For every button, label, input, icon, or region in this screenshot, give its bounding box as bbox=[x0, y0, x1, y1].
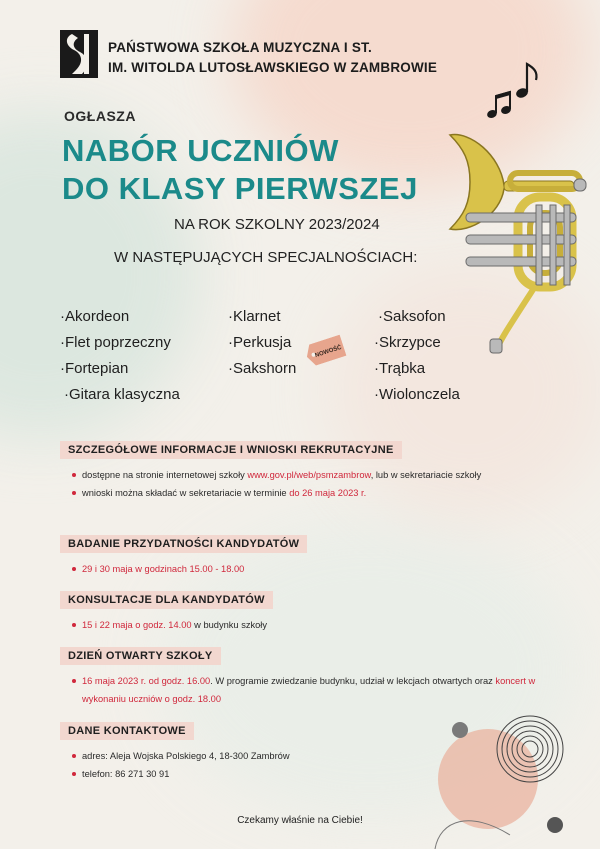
website-link[interactable]: www.gov.pl/web/psmzambrow bbox=[247, 470, 371, 480]
contact-phone: telefon: 86 271 30 91 bbox=[72, 765, 290, 783]
section-open-day bbox=[60, 646, 580, 708]
headline bbox=[62, 132, 418, 208]
item-text: w budynku szkoły bbox=[191, 620, 268, 630]
list-item bbox=[72, 466, 530, 484]
specialty-item: ·Sakshorn bbox=[228, 360, 297, 377]
deadline-date: do 26 maja 2023 r. bbox=[289, 488, 367, 498]
list-item bbox=[72, 616, 273, 634]
school-logo bbox=[60, 30, 98, 78]
specialties-column-1 bbox=[60, 304, 180, 408]
school-name-line2: IM. WITOLDA LUTOSŁAWSKIEGO W ZAMBROWIE bbox=[108, 60, 438, 75]
announces-label: OGŁASZA bbox=[64, 108, 136, 124]
specialty-item: ·Gitara klasyczna bbox=[64, 386, 180, 403]
section-title: SZCZEGÓŁOWE INFORMACJE I WNIOSKI REKRUTACYJNE bbox=[60, 441, 402, 459]
item-text: , lub w sekretariacie szkoły bbox=[370, 470, 482, 480]
specialty-item: ·Fortepian bbox=[60, 360, 129, 377]
specialty-item: ·Perkusja bbox=[228, 334, 292, 351]
section-aptitude bbox=[60, 534, 307, 578]
list-item bbox=[72, 560, 307, 578]
school-name bbox=[108, 38, 437, 78]
specialty-item: ·Trąbka bbox=[374, 360, 426, 377]
footer-text: Czekamy właśnie na Ciebie! bbox=[237, 815, 363, 826]
specialties-column-2 bbox=[228, 304, 296, 382]
section-title: DZIEŃ OTWARTY SZKOŁY bbox=[60, 647, 221, 665]
specialty-item: ·Klarnet bbox=[228, 308, 281, 325]
headline-line2: DO KLASY PIERWSZEJ bbox=[62, 171, 418, 206]
decorative-circles bbox=[430, 700, 600, 849]
contact-address: adres: Aleja Wojska Polskiego 4, 18-300 Zambrów bbox=[72, 747, 290, 765]
item-text: wnioski można składać w sekretariacie w terminie bbox=[82, 488, 290, 498]
item-date: 29 i 30 maja w godzinach 15.00 - 18.00 bbox=[82, 564, 245, 574]
specialty-item: ·Wiolonczela bbox=[374, 386, 460, 403]
new-tag-label: NOWOŚĆ bbox=[314, 344, 343, 360]
school-name-line1: PAŃSTWOWA SZKOŁA MUZYCZNA I ST. bbox=[108, 40, 372, 55]
specialty-item: ·Akordeon bbox=[60, 308, 130, 325]
item-date: 15 i 22 maja o godz. 14.00 bbox=[82, 620, 192, 630]
section-title: BADANIE PRZYDATNOŚCI KANDYDATÓW bbox=[60, 535, 307, 553]
section-title: DANE KONTAKTOWE bbox=[60, 722, 194, 740]
section-info bbox=[60, 440, 530, 502]
item-date: 16 maja 2023 r. od godz. 16.00 bbox=[82, 676, 211, 686]
specialty-item: ·Flet poprzeczny bbox=[60, 334, 171, 351]
specialty-item: ·Saksofon bbox=[378, 308, 446, 325]
list-item bbox=[72, 484, 530, 502]
specialties-column-3 bbox=[374, 304, 460, 408]
specialties-intro: W NASTĘPUJĄCYCH SPECJALNOŚCIACH: bbox=[114, 249, 418, 266]
section-consultations bbox=[60, 590, 273, 634]
section-contact bbox=[60, 721, 290, 783]
music-notes-icon bbox=[484, 60, 544, 120]
school-year: NA ROK SZKOLNY 2023/2024 bbox=[174, 216, 380, 233]
item-text: . W programie zwiedzanie budynku, udział w lekcjach otwartych oraz bbox=[210, 676, 496, 686]
specialty-item: ·Skrzypce bbox=[374, 334, 441, 351]
section-title: KONSULTACJE DLA KANDYDATÓW bbox=[60, 591, 273, 609]
trumpet-icon bbox=[440, 125, 590, 355]
item-text: dostępne na stronie internetowej szkoły bbox=[82, 470, 248, 480]
concert-info: koncert w wykonaniu uczniów o godz. 18.00 bbox=[82, 676, 536, 704]
headline-line1: NABÓR UCZNIÓW bbox=[62, 133, 339, 168]
